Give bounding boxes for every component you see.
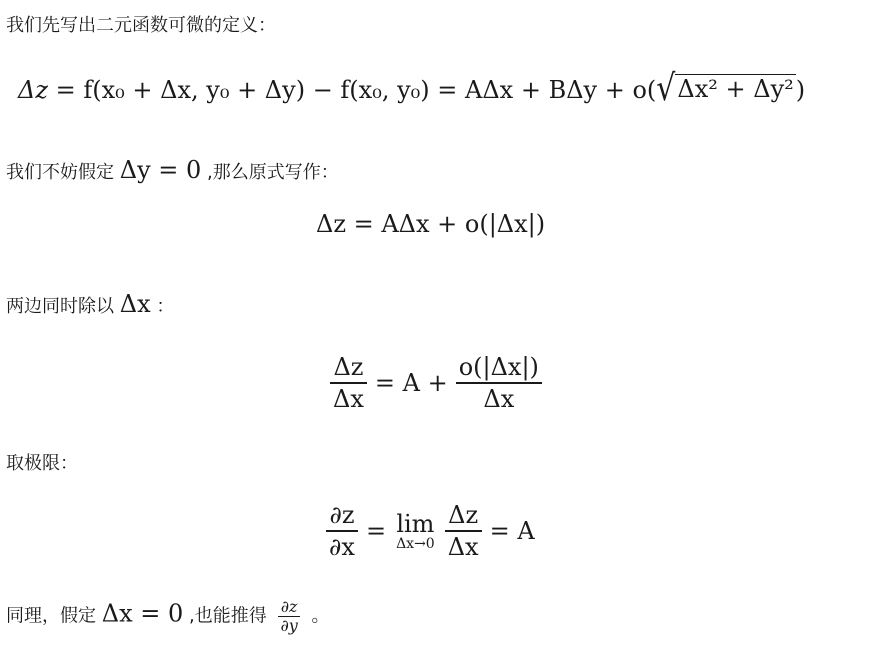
fraction-denominator: Δx	[483, 384, 515, 413]
fraction-denominator: Δx	[333, 384, 364, 413]
similarly-line	[6, 598, 330, 635]
limit-word: lim	[396, 509, 435, 538]
partial-z-y-fraction	[278, 598, 299, 635]
radical-sign-icon: √	[656, 67, 676, 110]
fraction-denominator: ∂y	[280, 616, 298, 636]
fraction-denominator: Δx	[447, 532, 479, 561]
divide-line	[6, 292, 174, 319]
partial-derivative-fraction	[326, 500, 358, 562]
divide-math: Δx	[119, 290, 151, 318]
differentiability-definition-equation	[18, 67, 806, 110]
fraction-numerator: Δz	[333, 353, 364, 381]
difference-quotient-fraction	[445, 500, 482, 562]
eq4-equals: =	[365, 516, 387, 545]
limit-equation	[322, 500, 535, 562]
eq3-middle: = A +	[374, 368, 448, 397]
limit-operator	[396, 511, 435, 551]
limit-heading: 取极限：	[6, 453, 78, 474]
similarly-math: Δx = 0	[101, 599, 184, 628]
eq1-rhs: = f(x₀ + Δx, y₀ + Δy) − f(x₀, y₀) = AΔx + BΔy + o(	[55, 76, 657, 104]
eq4-result: = A	[489, 516, 535, 545]
similarly-suffix: 。	[311, 605, 330, 627]
assumption-math: Δy = 0	[119, 156, 202, 184]
divide-prefix: 两边同时除以	[6, 296, 114, 317]
assumption-line	[6, 158, 339, 185]
limit-subscript: Δx→0	[396, 535, 435, 552]
assumption-prefix: 我们不妨假定	[6, 162, 114, 183]
similarly-mid: ,也能推得	[188, 605, 267, 627]
divide-suffix: ：	[156, 296, 175, 317]
fraction-denominator: ∂x	[329, 532, 355, 561]
fraction-dz-dx	[330, 352, 367, 414]
fraction-numerator: ∂z	[280, 597, 298, 616]
sqrt-expression	[656, 67, 796, 110]
divided-equation	[326, 352, 546, 414]
simplified-equation: Δz = AΔx + o(|Δx|)	[316, 210, 546, 238]
similarly-prefix: 同理，假定	[6, 605, 96, 627]
eq1-close: )	[795, 76, 806, 104]
fraction-remainder	[456, 352, 542, 414]
assumption-suffix: ,那么原式写作：	[207, 162, 339, 183]
fraction-numerator: ∂z	[329, 501, 355, 529]
sqrt-body: Δx² + Δy²	[677, 75, 794, 103]
fraction-numerator: o(|Δx|)	[458, 353, 539, 381]
eq1-lhs: Δz	[18, 76, 48, 104]
intro-text: 我们先写出二元函数可微的定义：	[6, 15, 276, 36]
fraction-numerator: Δz	[448, 501, 479, 529]
